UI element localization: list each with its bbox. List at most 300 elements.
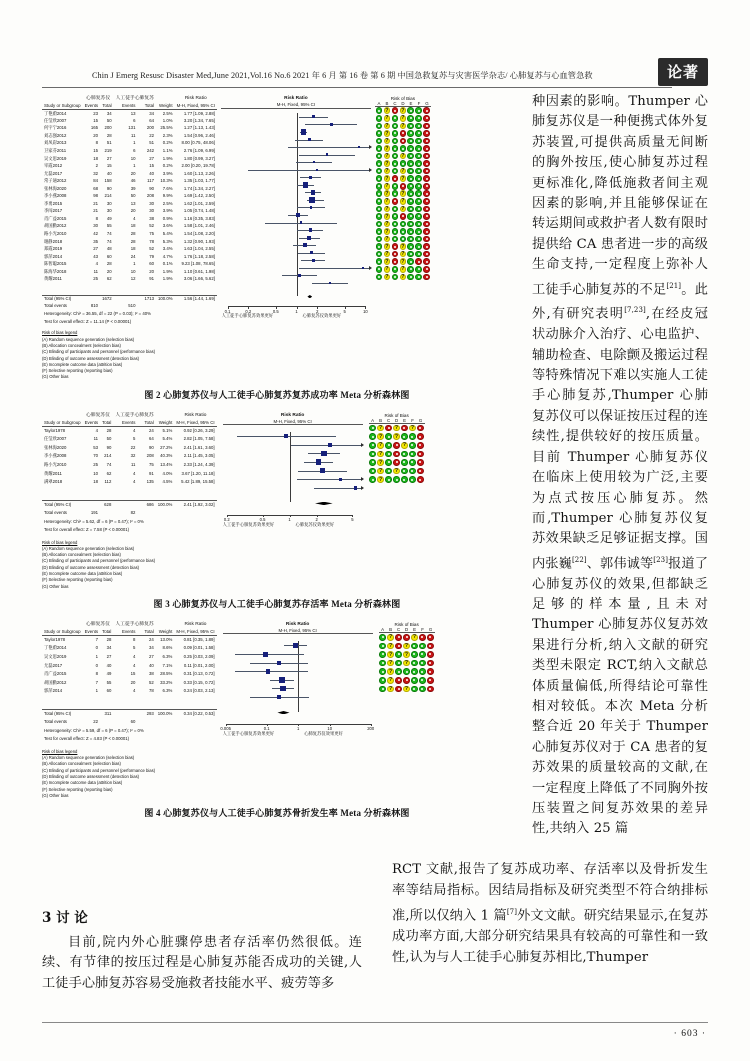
events-device: 11 <box>93 436 99 442</box>
rob-dot-B <box>387 677 394 684</box>
rob-dot-A <box>376 175 383 182</box>
rob-dot-A <box>376 258 383 265</box>
weight: 2.5% <box>162 200 173 206</box>
legend-item-3: (D) Blinding of outcome assessment (detection bias) <box>42 355 140 361</box>
rob-dot-G <box>423 115 430 122</box>
risk-ratio-ci: 1.60 [1.13, 2.26] <box>183 170 215 176</box>
rob-dot-F <box>415 145 422 152</box>
risk-ratio-ci: 0.92 [0.26, 3.29] <box>183 427 215 433</box>
total-device: 90 <box>106 185 112 191</box>
events-device: 21 <box>93 200 99 206</box>
col-header-6: M-H, Fixed, 95% CI <box>176 628 215 634</box>
left-column <box>42 96 512 831</box>
total-device: 214 <box>104 453 112 459</box>
rob-dot-G <box>423 145 430 152</box>
weight: 5.4% <box>162 436 173 442</box>
rob-dot-C <box>385 468 392 475</box>
events-manual: 24 <box>130 253 136 259</box>
risk-ratio-ci: 1.35 [1.03, 1.77] <box>183 178 215 184</box>
rob-dot-E <box>407 160 414 167</box>
study-label: 路小光2010 <box>44 231 67 237</box>
effect-size-marker <box>310 251 313 254</box>
discussion-heading: 3 讨 论 <box>42 910 88 926</box>
study-label: 路小光2010 <box>44 461 67 467</box>
effect-size-marker <box>313 161 316 164</box>
weight: 1.0% <box>162 117 173 123</box>
events-manual: 131 <box>128 125 136 131</box>
total-events-manual: 510 <box>128 303 136 309</box>
rob-dot-C <box>395 677 402 684</box>
total-device: 74 <box>106 461 112 467</box>
total-weight: 100.0% <box>158 296 173 302</box>
rob-dot-E <box>407 266 414 273</box>
events-device: 0 <box>95 645 99 651</box>
total-device: 28 <box>106 637 112 643</box>
risk-ratio-ci: 1.63 [1.04, 2.55] <box>183 246 215 252</box>
rob-letter-D: D <box>401 101 405 106</box>
total-device: 55 <box>106 679 112 685</box>
rob-dot-E <box>407 198 414 205</box>
study-label: Taylor1978 <box>44 637 66 643</box>
total-events-row <box>42 509 217 518</box>
heterogeneity-row <box>42 310 217 318</box>
events-manual: 11 <box>130 461 136 467</box>
col-header-5: Weight <box>156 103 175 110</box>
effect-size-marker <box>280 686 286 692</box>
forest-row <box>42 678 217 687</box>
weight: 1.9% <box>162 276 173 282</box>
rob-dot-G <box>427 634 434 641</box>
rob-dot-F <box>415 198 422 205</box>
study-label: 肖广益2015 <box>44 215 67 221</box>
rob-dot-A <box>376 266 383 273</box>
risk-of-bias-row <box>375 198 431 206</box>
rob-dot-A <box>376 115 383 122</box>
rob-dot-B <box>384 153 391 160</box>
col-header-4: Total <box>137 103 156 110</box>
risk-of-bias-row <box>379 685 435 694</box>
risk-of-bias-row <box>369 441 425 450</box>
study-label: 胡国勤2012 <box>44 223 67 229</box>
axis-tick-label: 2 <box>315 517 318 523</box>
weight: 6.3% <box>162 688 173 694</box>
weight: 0.2% <box>162 140 173 146</box>
forest-row <box>42 661 217 670</box>
study-label: 谢静2018 <box>44 238 63 244</box>
rob-dot-B <box>387 634 394 641</box>
weight: 33.2% <box>160 679 173 685</box>
rob-dot-A <box>376 107 383 114</box>
rob-dot-E <box>411 668 418 675</box>
legend-item-5: (F) Selective reporting (reporting bias) <box>42 577 113 583</box>
rob-letter-E: E <box>413 626 417 632</box>
rob-dot-D <box>393 459 400 466</box>
rob-dot-G <box>427 643 434 650</box>
total-ci: 2.41 [1.92, 3.02] <box>183 501 215 507</box>
rob-dot-A <box>376 130 383 137</box>
rob-dot-G <box>427 660 434 667</box>
risk-of-bias-title: Risk of Bias <box>394 621 419 627</box>
study-label: Taylor1978 <box>44 427 66 433</box>
rob-dot-F <box>415 123 422 130</box>
study-label: 李勇2015 <box>44 200 63 206</box>
rob-letter-E: E <box>409 101 413 106</box>
ci-arrow <box>369 145 372 149</box>
axis-label-right: 心肺复苏仪效果更好 <box>302 313 342 319</box>
overall-effect-row <box>42 526 217 535</box>
total-events-device: 810 <box>90 303 99 309</box>
rob-dot-C <box>392 123 399 130</box>
rob-dot-A <box>376 221 383 228</box>
rob-dot-F <box>415 107 422 114</box>
risk-ratio-ci: 8.00 [0.75, 48.06] <box>181 140 215 146</box>
total-device: 74 <box>106 238 112 244</box>
total-manual: 91 <box>148 470 154 476</box>
rob-dot-A <box>376 138 383 145</box>
axis-tick-label: 1 <box>295 308 298 314</box>
col-header-4: Total <box>137 629 155 636</box>
heterogeneity: Heterogeneity: Chi² = 5.59, df = 6 (P = 0.47); I² = 0% <box>44 727 144 733</box>
rob-dot-C <box>392 236 399 243</box>
overall-effect: Test for overall effect: Z = 4.83 (P < 0.00001) <box>44 736 130 742</box>
forest-row <box>42 162 217 170</box>
rob-dot-B <box>384 168 391 175</box>
legend-item-0: (A) Random sequence generation (selection bias) <box>42 545 135 551</box>
study-label: 卫家芬2011 <box>44 148 67 153</box>
rob-dot-B <box>377 425 384 432</box>
total-device: 1672 <box>102 296 112 302</box>
study-label: 吴文思2019 <box>44 155 67 161</box>
rob-dot-A <box>369 451 376 458</box>
risk-ratio-ci: 1.58 [1.01, 2.46] <box>183 223 215 229</box>
rob-dot-C <box>385 433 392 440</box>
rob-dot-B <box>377 451 384 458</box>
study-label: 丁艳蔚2014 <box>44 110 67 116</box>
rob-dot-G <box>417 433 424 440</box>
total-device: 34 <box>106 645 112 651</box>
risk-ratio-ci: 2.00 [0.20, 19.78] <box>181 163 215 169</box>
rob-dot-B <box>377 459 384 466</box>
events-manual: 10 <box>130 155 136 161</box>
total-device: 60 <box>106 253 112 259</box>
summary-diamond <box>277 711 289 714</box>
column-header-row <box>42 629 217 636</box>
rob-dot-D <box>400 138 407 145</box>
rob-dot-E <box>401 468 408 475</box>
risk-of-bias-row <box>369 467 425 476</box>
study-label: 肖广益2015 <box>44 671 67 677</box>
effect-size-marker <box>354 486 358 490</box>
total-manual: 40 <box>148 662 154 668</box>
confidence-interval <box>299 268 369 269</box>
rob-dot-F <box>419 643 426 650</box>
total-device: 40 <box>106 170 112 176</box>
forest-row <box>42 125 217 133</box>
rob-dot-E <box>407 145 414 152</box>
rob-dot-C <box>392 168 399 175</box>
risk-of-bias-row <box>379 633 435 642</box>
axis-tick-label: 1 <box>297 726 300 732</box>
rob-dot-C <box>385 459 392 466</box>
rob-dot-E <box>407 251 414 258</box>
total-device: 34 <box>106 110 112 116</box>
total-events-row <box>42 718 217 727</box>
study-label: 黄耀2011 <box>44 470 62 476</box>
legend-item-2: (C) Blinding of participants and personnel (performance bias) <box>42 558 156 564</box>
rob-dot-G <box>423 221 430 228</box>
events-device: 15 <box>93 148 99 153</box>
rob-letter-D: D <box>395 417 399 423</box>
rob-dot-G <box>427 677 434 684</box>
study-label: 尤磊2017 <box>44 170 63 176</box>
rob-dot-D <box>400 175 407 182</box>
col-header-6: M-H, Fixed, 95% CI <box>176 419 215 425</box>
risk-ratio-ci: 3.06 [1.66, 5.62] <box>183 276 215 282</box>
col-header-6: M-H, Fixed, 95% CI <box>176 102 215 108</box>
forest-row <box>42 670 217 679</box>
rob-dot-E <box>411 634 418 641</box>
rob-dot-A <box>369 425 376 432</box>
rob-dot-A <box>376 274 383 281</box>
risk-of-bias-row <box>375 175 431 183</box>
rob-dot-E <box>401 451 408 458</box>
rob-dot-G <box>423 236 430 243</box>
group-header-manual: 人工徒手心肺复苏 <box>115 96 155 101</box>
rob-dot-B <box>387 643 394 650</box>
events-device: 98 <box>93 193 99 199</box>
risk-ratio-ci: 1.54 [1.08, 2.20] <box>183 231 215 237</box>
study-label: 李小燕2008 <box>44 453 67 459</box>
effect-size-marker <box>303 182 309 188</box>
total-device: 628 <box>104 501 112 507</box>
effect-size-marker <box>284 434 288 438</box>
total-weight: 100.0% <box>157 710 173 716</box>
rob-letter-G: G <box>418 417 423 423</box>
total-device: 40 <box>106 662 112 668</box>
events-device: 1 <box>95 688 99 694</box>
forest-row <box>42 215 217 223</box>
rob-dot-F <box>419 651 426 658</box>
total-events-device: 22 <box>93 719 99 725</box>
axis-tick-label: 200 <box>367 726 375 732</box>
col-header-3: Events <box>113 420 137 427</box>
figure-4-caption: 图 4 心肺复苏仪与人工徒手心肺复苏骨折发生率 Meta 分析森林图 <box>144 808 410 819</box>
events-manual: 32 <box>130 453 136 459</box>
risk-ratio-ci: 5.42 [1.89, 15.58] <box>181 479 215 485</box>
plot-title: Risk Ratio <box>284 96 308 101</box>
study-label: 黄耀2011 <box>44 276 62 282</box>
rob-dot-C <box>392 251 399 258</box>
null-effect-line <box>298 641 299 712</box>
confidence-interval <box>235 654 304 655</box>
total-device: 49 <box>106 215 112 221</box>
rob-dot-G <box>423 206 430 213</box>
rob-dot-D <box>400 123 407 130</box>
rob-dot-C <box>395 668 402 675</box>
total-manual: 15 <box>149 163 155 169</box>
rob-dot-B <box>384 228 391 235</box>
rob-dot-F <box>419 660 426 667</box>
forest-plot-canvas <box>223 413 363 515</box>
total-manual: 78 <box>148 688 154 694</box>
total-manual: 34 <box>149 110 155 116</box>
events-device: 8 <box>95 140 99 146</box>
axis-label-right: 心肺复苏仪效果更好 <box>295 521 335 527</box>
rob-dot-C <box>385 476 392 483</box>
forest-row <box>42 426 217 435</box>
events-device: 15 <box>93 117 99 123</box>
risk-of-bias-row <box>369 475 425 484</box>
rob-dot-G <box>423 160 430 167</box>
col-header-1: Events <box>84 628 99 634</box>
events-device: 25 <box>93 276 99 282</box>
confidence-interval <box>235 671 308 672</box>
risk-ratio-ci: 1.62 [1.01, 2.59] <box>183 200 215 206</box>
rob-dot-B <box>387 686 394 693</box>
ci-arrow <box>361 477 364 481</box>
rob-letter-C: C <box>397 626 401 632</box>
right-column-body <box>532 92 708 840</box>
group-header-rr: Risk Ratio <box>184 621 207 627</box>
forest-rob-block <box>375 96 431 281</box>
forest-data-table <box>42 413 217 535</box>
rob-dot-A <box>376 236 383 243</box>
total-manual: 38 <box>149 215 155 221</box>
rob-dot-G <box>423 266 430 273</box>
rob-letter-A: A <box>381 626 385 632</box>
axis-tick-label: 0.005 <box>220 726 231 732</box>
rc-text-6: RCT 文献,报告了复苏成功率、存活率以及骨折发生率等结局指标。因结局指标及研究类型不符合纳排标准,所以仅纳入 1 篇 <box>392 862 708 923</box>
heterogeneity: Heterogeneity: Chi² = 36.55, df = 22 (P = 0.03); I² = 40% <box>44 311 151 317</box>
rob-dot-D <box>400 183 407 190</box>
total-device: 112 <box>104 479 112 485</box>
effect-size-marker <box>330 123 332 125</box>
rob-dot-D <box>393 433 400 440</box>
weight: 13.4% <box>160 461 173 467</box>
total-manual: 64 <box>149 117 155 123</box>
rob-dot-G <box>423 175 430 182</box>
rob-dot-D <box>400 145 407 152</box>
risk-of-bias-matrix <box>369 413 425 484</box>
events-manual: 50 <box>130 193 136 199</box>
col-header-3: Events <box>114 103 138 110</box>
events-device: 8 <box>95 215 99 221</box>
events-manual: 4 <box>133 662 136 668</box>
weight: 25.5% <box>160 125 173 131</box>
study-label: 郭萍2014 <box>44 688 63 694</box>
risk-of-bias-row <box>375 250 431 258</box>
risk-ratio-ci: 2.82 [1.05, 7.58] <box>183 436 215 442</box>
rob-dot-G <box>423 190 430 197</box>
rob-dot-C <box>395 660 402 667</box>
forest-row <box>42 238 217 246</box>
rob-dot-E <box>407 221 414 228</box>
rob-dot-B <box>384 206 391 213</box>
rob-dot-B <box>384 243 391 250</box>
total-manual: 52 <box>149 223 155 229</box>
total-manual: 1713 <box>144 296 155 302</box>
forest-row <box>42 260 217 268</box>
events-device: 30 <box>93 223 99 229</box>
forest-plot-block <box>223 413 363 527</box>
rob-letter-A: A <box>371 417 375 423</box>
rob-dot-D <box>403 660 410 667</box>
rob-dot-F <box>409 468 416 475</box>
events-manual: 46 <box>130 178 136 184</box>
rob-letter-G: G <box>425 101 429 106</box>
rob-dot-G <box>423 274 430 281</box>
total-device: 214 <box>104 193 112 199</box>
weight: 0.9% <box>162 215 173 221</box>
total-device: 219 <box>104 148 112 153</box>
total-device: 74 <box>106 231 112 237</box>
rob-dot-F <box>415 130 422 137</box>
rob-dot-A <box>376 160 383 167</box>
events-device: 8 <box>95 671 99 677</box>
forest-row <box>42 155 217 163</box>
events-manual: 4 <box>133 427 136 433</box>
effect-size-marker <box>312 115 315 118</box>
rob-dot-B <box>384 138 391 145</box>
rob-dot-A <box>379 660 386 667</box>
study-label: 何宇宁2016 <box>44 125 67 131</box>
heterogeneity: Heterogeneity: Chi² = 5.62, df = 6 (P = 0.47); I² = 0% <box>44 518 144 524</box>
study-label: 胡国勤2012 <box>44 679 67 685</box>
figure-4-forest-plot <box>42 622 512 799</box>
plot-title: Risk Ratio <box>285 621 310 627</box>
rob-dot-A <box>376 228 383 235</box>
rob-dot-B <box>384 145 391 152</box>
legend-title: Risk of bias legend <box>42 748 78 754</box>
risk-ratio-ci: 2.33 [1.24, 4.39] <box>183 461 215 467</box>
rob-dot-D <box>400 107 407 114</box>
rob-dot-D <box>400 236 407 243</box>
rob-dot-A <box>376 198 383 205</box>
events-manual: 6 <box>133 148 136 153</box>
weight: 3.9% <box>162 170 173 176</box>
rob-dot-G <box>423 168 430 175</box>
total-manual: 60 <box>149 261 155 267</box>
rob-dot-D <box>400 153 407 160</box>
rc-text-4: 、郭伟诚等 <box>586 556 654 572</box>
risk-of-bias-row <box>369 458 425 467</box>
rob-dot-A <box>376 243 383 250</box>
axis-tick-label: 0.5 <box>272 308 279 314</box>
study-label: 陈智聪2015 <box>44 261 67 267</box>
ci-arrow <box>361 486 364 490</box>
events-device: 11 <box>93 268 99 274</box>
events-manual: 5 <box>133 436 136 442</box>
weight: 10.3% <box>160 178 173 184</box>
forest-plot-block <box>221 96 371 318</box>
rob-dot-F <box>415 236 422 243</box>
column-header-row <box>42 420 217 427</box>
rob-dot-A <box>369 476 376 483</box>
rob-dot-E <box>407 130 414 137</box>
axis-label-left: 人工徒手心肺复苏效果更好 <box>222 521 275 527</box>
rob-dot-E <box>407 183 414 190</box>
axis-tick-label: 0.2 <box>223 517 230 523</box>
rob-dot-E <box>407 206 414 213</box>
column-header-row <box>42 103 217 110</box>
risk-of-bias-row <box>375 258 431 266</box>
effect-size-marker <box>298 274 301 277</box>
risk-of-bias-row <box>375 152 431 160</box>
forest-plot-block <box>220 621 375 736</box>
axis-label-right: 心肺复苏仪效果更好 <box>304 730 343 736</box>
events-device: 35 <box>93 238 99 244</box>
events-device: 10 <box>93 470 99 476</box>
